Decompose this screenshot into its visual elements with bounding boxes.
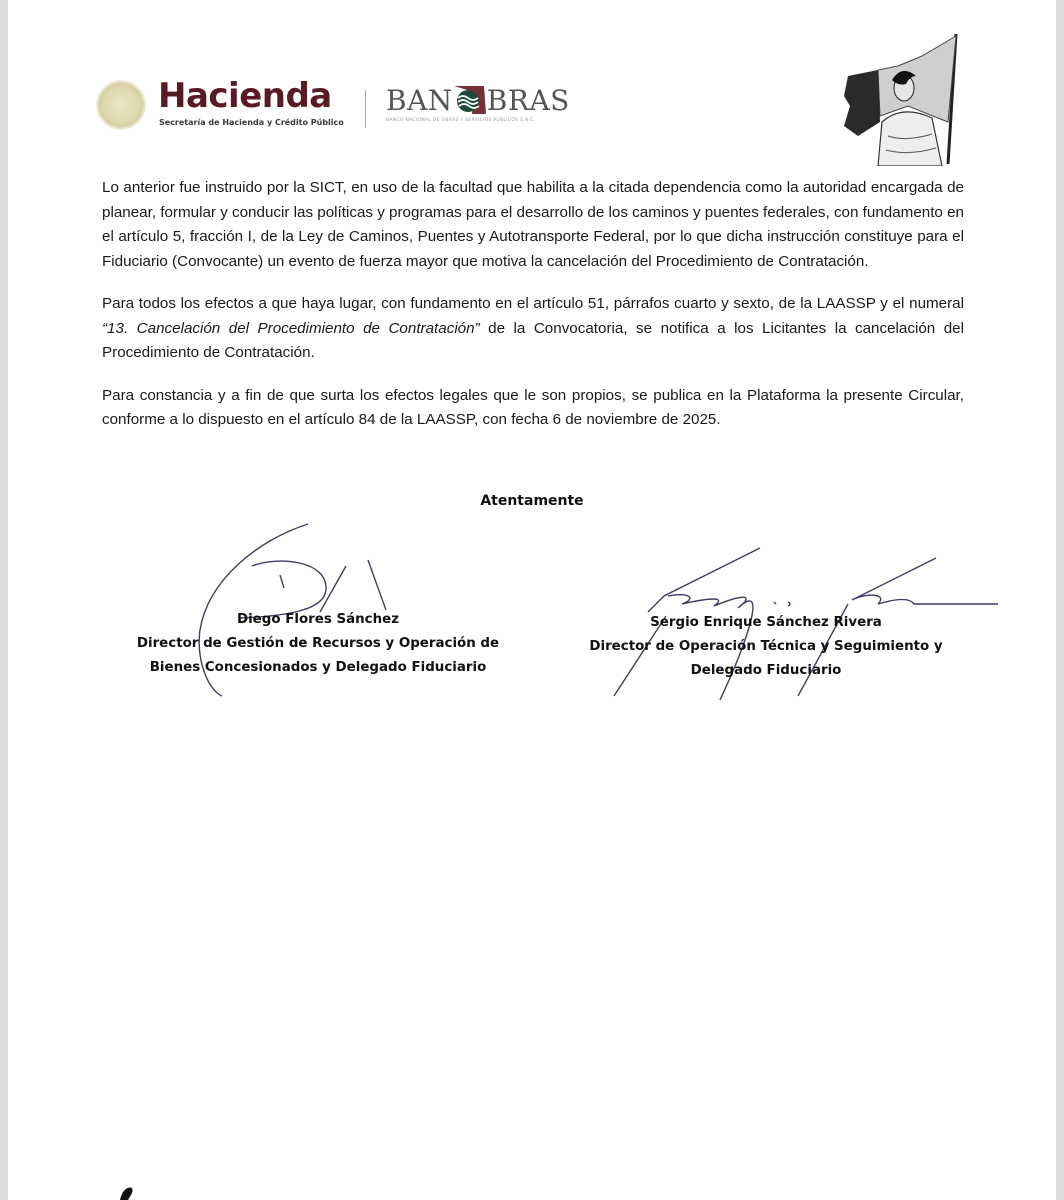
letter-body — [102, 176, 964, 451]
signatory-block-right — [556, 611, 976, 683]
paragraph-2 — [102, 292, 964, 366]
signatory-title: Delegado Fiduciario — [690, 663, 842, 678]
banobras-subtitle: BANCO NACIONAL DE OBRAS Y SERVICIOS PÚBLICOS S.N.C — [386, 118, 534, 123]
signatory-title: Director de Operación Técnica y Seguimiento y — [589, 639, 943, 654]
paragraph-1: Lo anterior fue instruido por la SICT, en uso de la facultad que habilita a la citada dependencia como la autoridad encargada de planear, formular y conducir las políticas y programas para el desarrollo de los caminos y puentes federales, con fundamento en el artículo 5, fracción I, de la Ley de Caminos, Puentes y Autotransporte Federal, por lo que dicha instrucción constituye para el Fiduciario (Convocante) un evento de fuerza mayor que motiva la cancelación del Procedimiento de Contratación. — [102, 179, 964, 270]
hacienda-subtitle: Secretaría de Hacienda y Crédito Público — [159, 118, 344, 127]
banobras-logo — [386, 84, 570, 117]
paragraph-2-citation: “13. Cancelación del Procedimiento de Contratación” — [102, 319, 480, 337]
banobras-logo-right: BRAS — [486, 84, 570, 117]
logo-divider — [365, 90, 366, 128]
signatory-name: Diego Flores Sánchez — [236, 612, 400, 627]
letterhead — [8, 0, 1056, 170]
paragraph-3: Para constancia y a fin de que surta los efectos legales que le son propios, se publica en la Plataforma la presente Circular, conforme a lo dispuesto en el artículo 84 de la LAASSP, con fecha 6 de noviembre de 2025. — [102, 386, 964, 428]
woman-with-flag-icon — [838, 26, 968, 166]
banobras-logo-left: BAN — [386, 84, 453, 117]
hacienda-logo-text: Hacienda — [158, 76, 332, 116]
closing-salutation: Atentamente — [480, 493, 584, 509]
coat-of-arms-seal-icon — [96, 80, 146, 130]
banobras-wave-icon — [454, 86, 486, 114]
signatory-title: Bienes Concesionados y Delegado Fiduciario — [149, 660, 487, 675]
document-page — [8, 0, 1056, 1200]
paragraph-2-text-end: de la Convocatoria, se notifica a los Licitantes la cancelación del Procedimiento de Contratación. — [102, 319, 964, 361]
signatory-block-left — [118, 608, 518, 680]
signatory-name: Sergio Enrique Sánchez Rivera — [650, 615, 882, 630]
footer-emblem-icon — [118, 1184, 148, 1200]
paragraph-2-text: Para todos los efectos a que haya lugar, con fundamento en el artículo 51, párrafos cuarto y sexto, de la LAASSP y el numeral — [102, 295, 964, 312]
signatory-title: Director de Gestión de Recursos y Operación de — [136, 636, 500, 651]
